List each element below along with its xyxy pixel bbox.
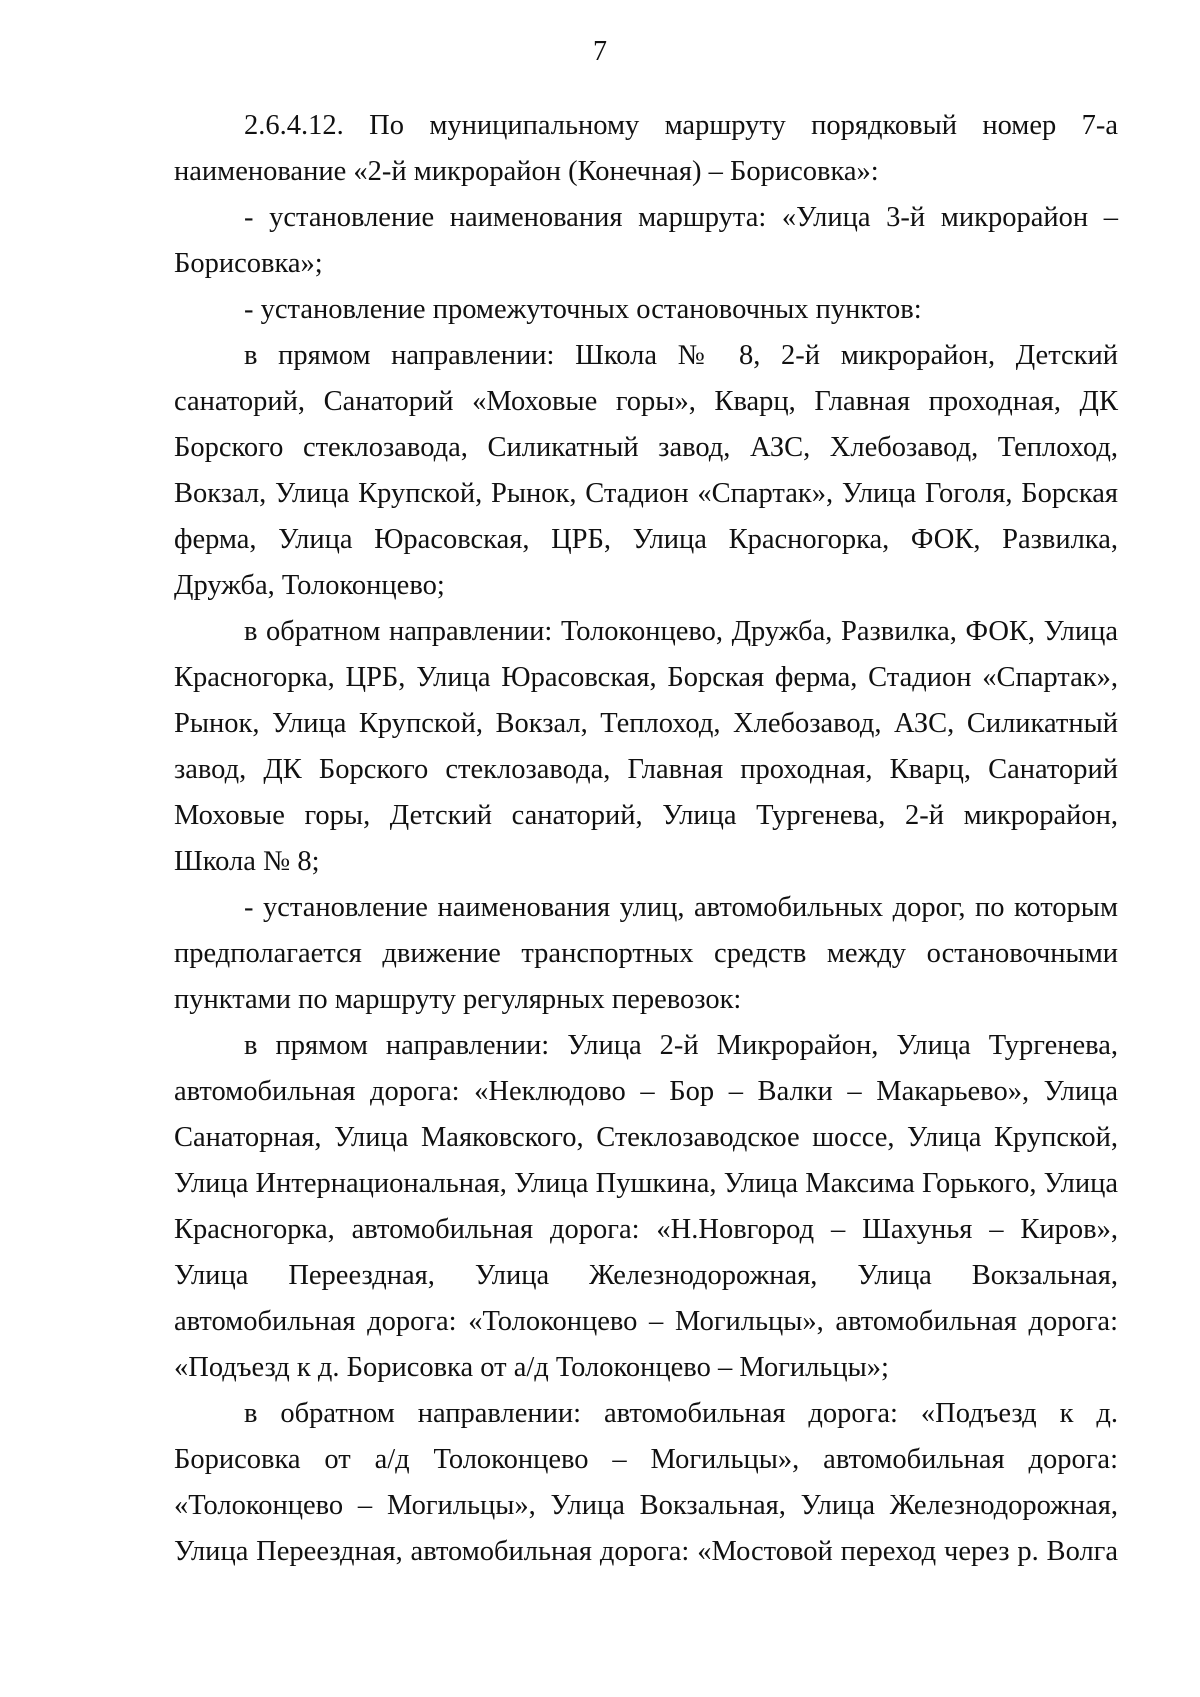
paragraph-route-name: - установление наименования маршрута: «Улица 3-й микрорайон – Борисовка»;	[174, 202, 1118, 279]
paragraph-stops-reverse: в обратном направлении: Толоконцево, Дружба, Развилка, ФОК, Улица Красногорка, ЦРБ, Улица Юрасовская, Борская ферма, Стадион «Спартак», Рынок, Улица Крупской, Вокзал, Теплоход, Хлебозавод, АЗС, Силикатный завод, ДК Борского стеклозавода, Главная проходная, Кварц, Санаторий Моховые горы, Детский санаторий, Улица Тургенева, 2-й микрорайон, Школа № 8;	[174, 616, 1118, 877]
paragraph-route-header: 2.6.4.12. По муниципальному маршруту порядковый номер 7-а наименование «2-й микрорайон (Конечная) – Борисовка»:	[174, 110, 1118, 187]
paragraph-stops-forward: в прямом направлении: Школа № 8, 2-й микрорайон, Детский санаторий, Санаторий «Моховые горы», Кварц, Главная проходная, ДК Борского стеклозавода, Силикатный завод, АЗС, Хлебозавод, Теплоход, Вокзал, Улица Крупской, Рынок, Стадион «Спартак», Улица Гоголя, Борская ферма, Улица Юрасовская, ЦРБ, Улица Красногорка, ФОК, Развилка, Дружба, Толоконцево;	[174, 340, 1118, 601]
paragraph-stops-heading: - установление промежуточных остановочных пунктов:	[244, 294, 922, 325]
paragraph-streets-reverse: в обратном направлении: автомобильная дорога: «Подъезд к д. Борисовка от а/д Толоконцево – Могильцы», автомобильная дорога: «Толоконцево – Могильцы», Улица Вокзальная, Улица Железнодорожная, Улица Переездная, автомобильная дорога: «Мостовой переход через р. Волга	[174, 1398, 1118, 1567]
paragraph-streets-forward: в прямом направлении: Улица 2-й Микрорайон, Улица Тургенева, автомобильная дорога: «Неклюдово – Бор – Валки – Макарьево», Улица Санаторная, Улица Маяковского, Стеклозаводское шоссе, Улица Крупской, Улица Интернациональная, Улица Пушкина, Улица Максима Горького, Улица Красногорка, автомобильная дорога: «Н.Новгород – Шахунья – Киров», Улица Переездная, Улица Железнодорожная, Улица Вокзальная, автомобильная дорога: «Толоконцево – Могильцы», автомобильная дорога: «Подъезд к д. Борисовка от а/д Толоконцево – Могильцы»;	[174, 1030, 1118, 1383]
paragraph-streets-heading: - установление наименования улиц, автомобильных дорог, по которым предполагается движение транспортных средств между остановочными пунктами по маршруту регулярных перевозок:	[174, 892, 1118, 1015]
document-body	[174, 103, 1118, 1575]
page-number: 7	[593, 36, 607, 67]
